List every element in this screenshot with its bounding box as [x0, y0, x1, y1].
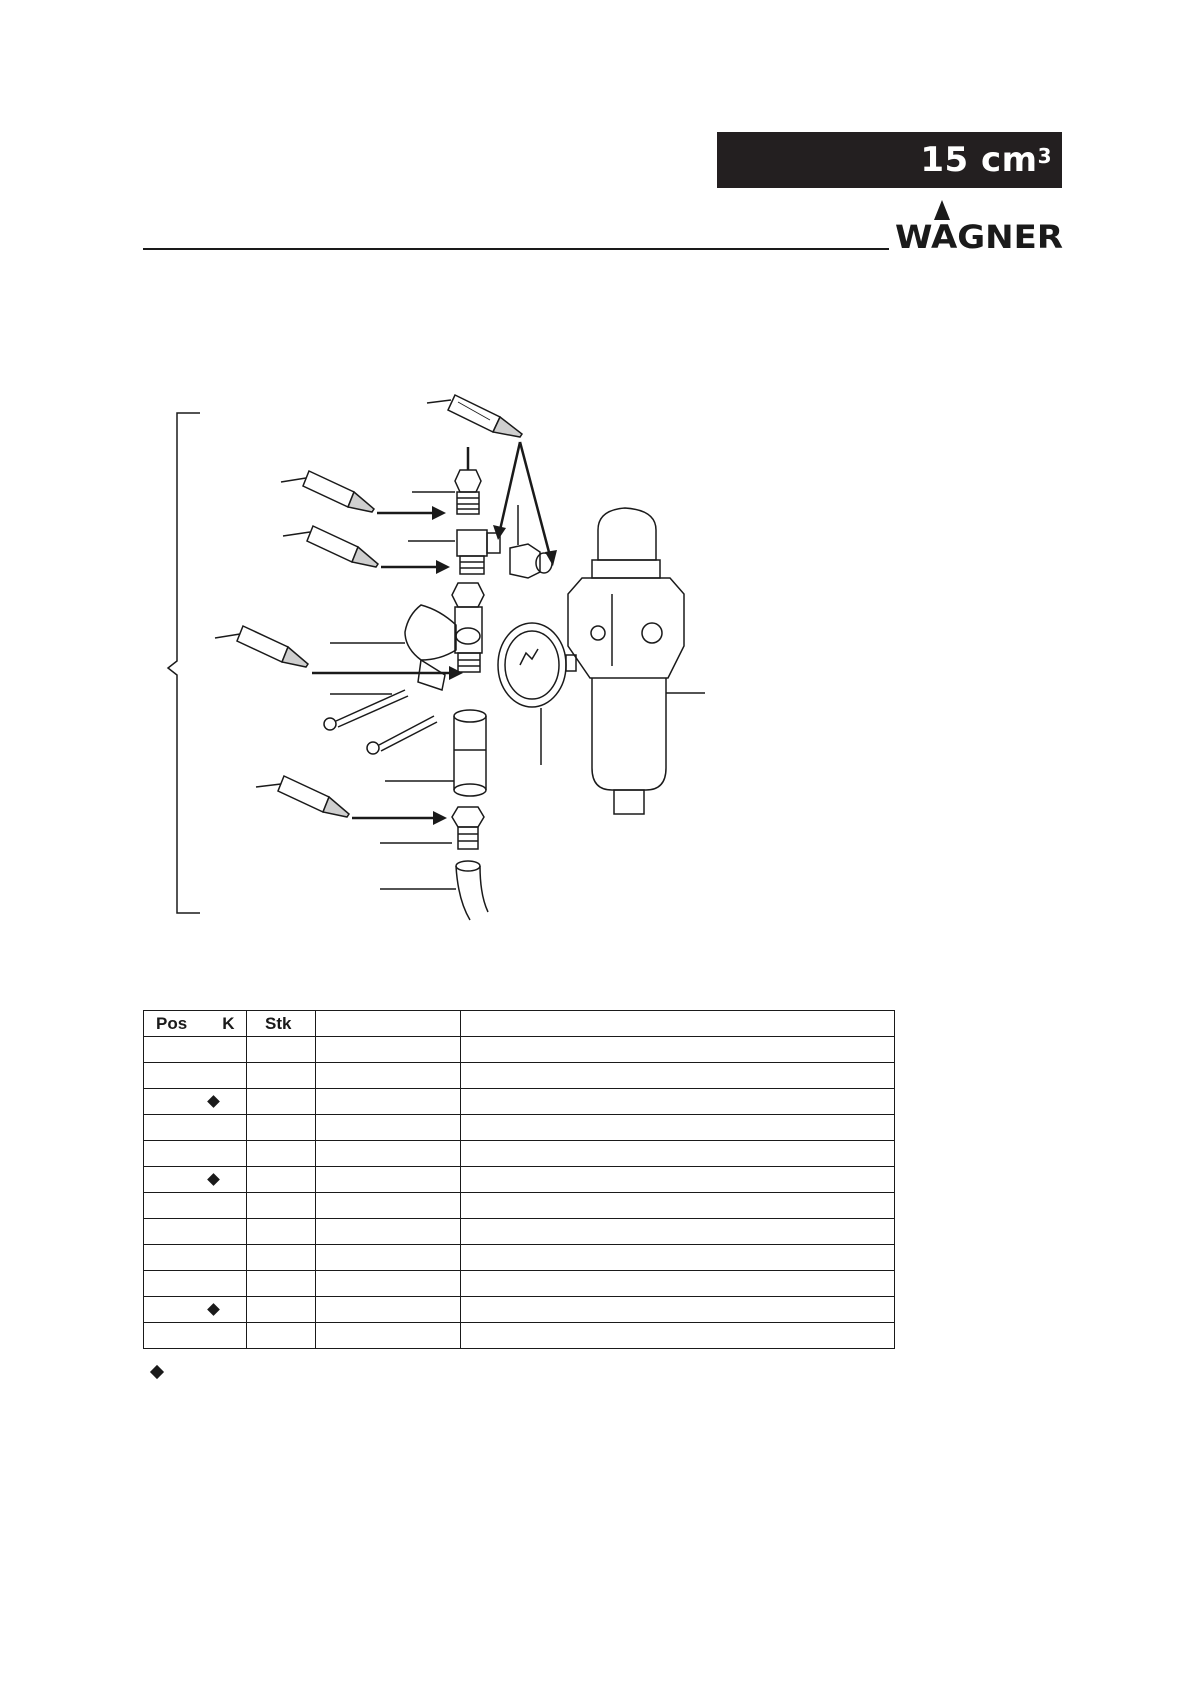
table-cell: [144, 1167, 247, 1193]
table-cell: [144, 1115, 247, 1141]
table-cell: [247, 1245, 316, 1271]
table-header-row: [144, 1011, 895, 1037]
table-cell: [461, 1063, 895, 1089]
table-cell: [247, 1297, 316, 1323]
pressure-gauge: [498, 623, 576, 765]
diamond-marker-icon: [207, 1173, 220, 1186]
elbow-fitting: [408, 530, 500, 574]
table-row: [144, 1037, 895, 1063]
table-cell: [316, 1167, 461, 1193]
header-description: [461, 1011, 895, 1037]
table-cell: [144, 1219, 247, 1245]
ball-valve: [330, 583, 484, 690]
table-row: [144, 1167, 895, 1193]
grease-tube-4: [215, 626, 308, 667]
header-pos: Pos: [156, 1013, 188, 1033]
table-cell: [316, 1141, 461, 1167]
table-cell: [144, 1271, 247, 1297]
table-row: [144, 1219, 895, 1245]
screw-2: [367, 716, 437, 754]
grease-tube-1: [427, 395, 522, 437]
table-cell: [316, 1089, 461, 1115]
table-cell: [461, 1219, 895, 1245]
table-cell: [247, 1219, 316, 1245]
grease-tube-5: [256, 776, 349, 817]
wagner-logo: [895, 198, 1063, 250]
volume-value: 15 cm: [920, 140, 1038, 180]
table-row: [144, 1271, 895, 1297]
filter-regulator: [568, 508, 705, 814]
fitting-top: [412, 470, 481, 514]
table-row: [144, 1115, 895, 1141]
header-stk: Stk: [247, 1011, 316, 1037]
table-cell: [247, 1089, 316, 1115]
table-cell: [144, 1089, 247, 1115]
table-cell: [247, 1063, 316, 1089]
grease-tube-3: [283, 526, 378, 567]
table-cell: [316, 1193, 461, 1219]
arrow-lines: [312, 442, 550, 818]
header-k: K: [222, 1013, 235, 1033]
diamond-marker-icon: [207, 1303, 220, 1316]
table-cell: [247, 1167, 316, 1193]
grease-tube-2: [281, 471, 374, 512]
svg-text:WAGNER: WAGNER: [895, 218, 1063, 250]
table-cell: [144, 1141, 247, 1167]
table-cell: [316, 1297, 461, 1323]
table-cell: [247, 1115, 316, 1141]
lower-fitting: [380, 807, 484, 849]
table-cell: [461, 1115, 895, 1141]
table-cell: [144, 1323, 247, 1349]
assembly-bracket: [168, 413, 200, 913]
table-row: [144, 1193, 895, 1219]
table-cell: [461, 1089, 895, 1115]
table-cell: [144, 1245, 247, 1271]
table-row: [144, 1063, 895, 1089]
table-cell: [316, 1323, 461, 1349]
hose: [380, 861, 488, 920]
volume-badge: [717, 132, 1062, 188]
table-cell: [461, 1297, 895, 1323]
header-pos-k: [144, 1011, 247, 1037]
table-cell: [461, 1193, 895, 1219]
table-cell: [144, 1037, 247, 1063]
table-row: [144, 1089, 895, 1115]
table-row: [144, 1141, 895, 1167]
table-cell: [247, 1141, 316, 1167]
table-cell: [247, 1193, 316, 1219]
table-cell: [316, 1115, 461, 1141]
table-cell: [247, 1271, 316, 1297]
table-cell: [144, 1193, 247, 1219]
table-cell: [316, 1037, 461, 1063]
table-cell: [316, 1219, 461, 1245]
table-cell: [247, 1037, 316, 1063]
table-cell: [461, 1323, 895, 1349]
header-rule: [143, 248, 889, 250]
table-cell: [144, 1297, 247, 1323]
table-row: [144, 1323, 895, 1349]
small-nut: [510, 505, 552, 578]
table-cell: [316, 1271, 461, 1297]
parts-table: [143, 1010, 895, 1349]
volume-superscript: 3: [1037, 144, 1052, 168]
table-cell: [461, 1271, 895, 1297]
table-cell: [316, 1245, 461, 1271]
screw-1: [324, 690, 408, 730]
arrow-heads: [432, 506, 557, 825]
diamond-marker-icon: [207, 1095, 220, 1108]
connector-tube: [385, 710, 486, 796]
table-row: [144, 1245, 895, 1271]
table-cell: [247, 1323, 316, 1349]
table-cell: [461, 1037, 895, 1063]
table-cell: [461, 1245, 895, 1271]
table-cell: [461, 1141, 895, 1167]
table-body: [144, 1037, 895, 1349]
table-cell: [144, 1063, 247, 1089]
table-cell: [461, 1167, 895, 1193]
table-cell: [316, 1063, 461, 1089]
header-part-no: [316, 1011, 461, 1037]
footnote-diamond-icon: [150, 1365, 164, 1379]
table-row: [144, 1297, 895, 1323]
